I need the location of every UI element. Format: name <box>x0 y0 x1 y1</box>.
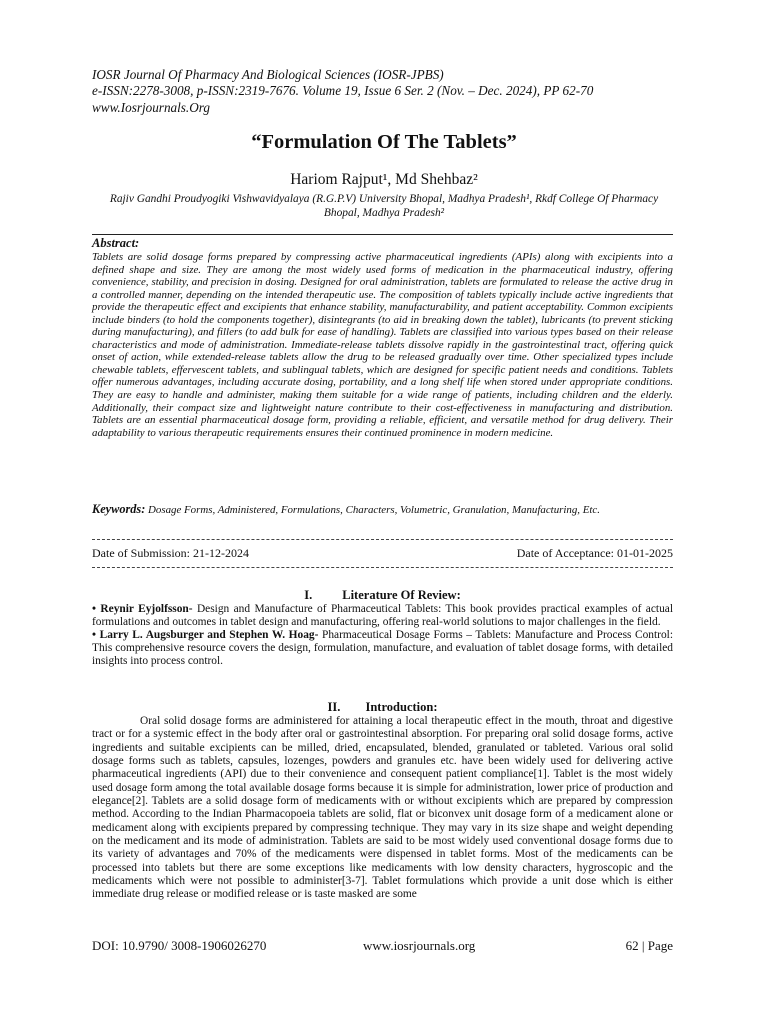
reference-author: Reynir Eyjolfsson- <box>100 603 193 615</box>
abstract-heading: Abstract: <box>92 236 140 250</box>
date-of-submission: Date of Submission: 21-12-2024 <box>92 546 249 560</box>
footer-website: www.iosrjournals.org <box>363 938 476 953</box>
footer-page-number: 62 | Page <box>625 938 673 953</box>
abstract-top-rule <box>92 234 673 235</box>
dates-bottom-rule <box>92 567 673 568</box>
keywords <box>92 502 673 517</box>
bullet-marker: • <box>92 603 96 615</box>
keywords-label: Keywords: <box>92 502 146 516</box>
section-heading-literature <box>92 588 673 603</box>
literature-review-list <box>92 603 673 668</box>
journal-issn-volume: e-ISSN:2278-3008, p-ISSN:2319-7676. Volume 19, Issue 6 Ser. 2 (Nov. – Dec. 2024), PP 62-70 <box>92 83 594 99</box>
date-of-acceptance: Date of Acceptance: 01-01-2025 <box>516 546 673 560</box>
keywords-text: Dosage Forms, Administered, Formulations, Characters, Volumetric, Granulation, Manufacturing, Etc. <box>148 504 600 516</box>
bullet-marker: • <box>92 629 96 642</box>
section-heading-introduction <box>92 700 673 715</box>
list-item <box>92 629 673 668</box>
section-title: Literature Of Review: <box>342 588 461 602</box>
reference-text: Design and Manufacture of Pharmaceutical Tablets: This book provides practical examples of actual formulations and outcomes in tablet design and manufacturing, offering real-world solutions to major challenges in the field. <box>92 603 673 629</box>
reference-author: Larry L. Augsburger and Stephen W. Hoag- <box>99 629 319 642</box>
reference-text: Pharmaceutical Dosage Forms – Tablets: Manufacture and Process Control: This comprehensive resource covers the design, formulation, manufacture, and evaluation of tablet dosage forms, with detailed insights into process control. <box>92 629 673 668</box>
section-number: I. <box>304 588 313 602</box>
section-number: II. <box>327 700 341 714</box>
journal-website: www.Iosrjournals.Org <box>92 99 210 115</box>
author-affiliations: Rajiv Gandhi Proudyogiki Vishwavidyalaya (R.G.P.V) University Bhopal, Madhya Pradesh¹, Rkdf College Of Pharmacy Bhopal, Madhya Pradesh² <box>109 193 659 219</box>
article-authors: Hariom Rajput¹, Md Shehbaz² <box>290 171 478 188</box>
section-title: Introduction: <box>365 700 438 714</box>
dates-top-rule <box>92 539 673 540</box>
article-title: “Formulation Of The Tablets” <box>251 131 517 153</box>
journal-name: IOSR Journal Of Pharmacy And Biological Sciences (IOSR-JPBS) <box>92 67 444 82</box>
footer-doi: DOI: 10.9790/ 3008-1906026270 <box>92 938 267 953</box>
abstract-body: Tablets are solid dosage forms prepared by compressing active pharmaceutical ingredients (APIs) along with excipients into a defined shape and size. They are among the most widely used forms of medication in the pharmaceutical industry, offering convenience, stability, and precision in dosing. Designed for oral administration, tablets are formulated to release the active drug in a controlled manner, depending on the intended therapeutic use. The composition of tablets typically include active ingredients that provide the therapeutic effect and excipients that enhance stability, manufacturability, and patient acceptability. Common excipients include binders (to hold the components together), disintegrants (to aid in breaking down the tablet), lubricants (to prevent sticking during manufacturing), and fillers (to add bulk for ease of handling). Tablets are classified into various types based on their release characteristics and mode of administration. Immediate-release tablets dissolve rapidly in the gastrointestinal tract, offering quick onset of action, while extended-release tablets allow the drug to be released gradually over time. Other specialized types include chewable tablets, effervescent tablets, and sublingual tablets, which are designed for specific patient needs and conditions. Tablets offer numerous advantages, including accurate dosing, portability, and a long shelf life when stored under appropriate conditions. They are easy to handle and administer, making them suitable for a wide range of patients, including children and the elderly. Additionally, their compact size and lightweight nature contribute to their cost-effectiveness in manufacturing and distribution. Tablets are an essential pharmaceutical dosage form, providing a reliable, efficient, and versatile method for drug delivery. Their adaptability to various therapeutic requirements ensures their continued prominence in modern medicine. <box>92 251 673 439</box>
journal-header <box>92 67 692 116</box>
list-item <box>92 603 673 629</box>
introduction-body: Oral solid dosage forms are administered for attaining a local therapeutic effect in the mouth, throat and digestive tract or for a systemic effect in the body after oral or gastrointestinal absorption. For preparing oral solid dosage forms, active ingredients and suitable excipients can be milled, dried, encapsulated, blended, granulated or tableted. Various oral solid dosage forms such as tablets, capsules, lozenges, powders and granules etc. have been widely used for delivering active pharmaceutical ingredients (API) due to their convenience and consequent patient compliance[1]. Tablet is the most widely used dosage form among the total available dosage forms because it is simple for administration, lower price of production and elegance[2]. Tablets are a solid dosage form of medicaments with or without excipients which are prepared by compression method. According to the Indian Pharmacopoeia tablets are solid, flat or biconvex unit dosage form of a medicament alone or medicament along with excipients prepared by compressing technique. They may vary in its size shape and weight depending on the medicament and its mode of administration. Tablets are said to be most widely used conventional dosage forms due to its variety of advantages and 70% of the medicaments were dispensed in tablet forms. Most of the medicaments can be processed into tablets but there are some exceptions like medicaments with low density characters, hygroscopic and the medicaments which were not possible to administer[3-7]. Tablet formulations which provide a unit dose which is either immediate drug release or modified release or is taste masked are some <box>92 715 673 901</box>
